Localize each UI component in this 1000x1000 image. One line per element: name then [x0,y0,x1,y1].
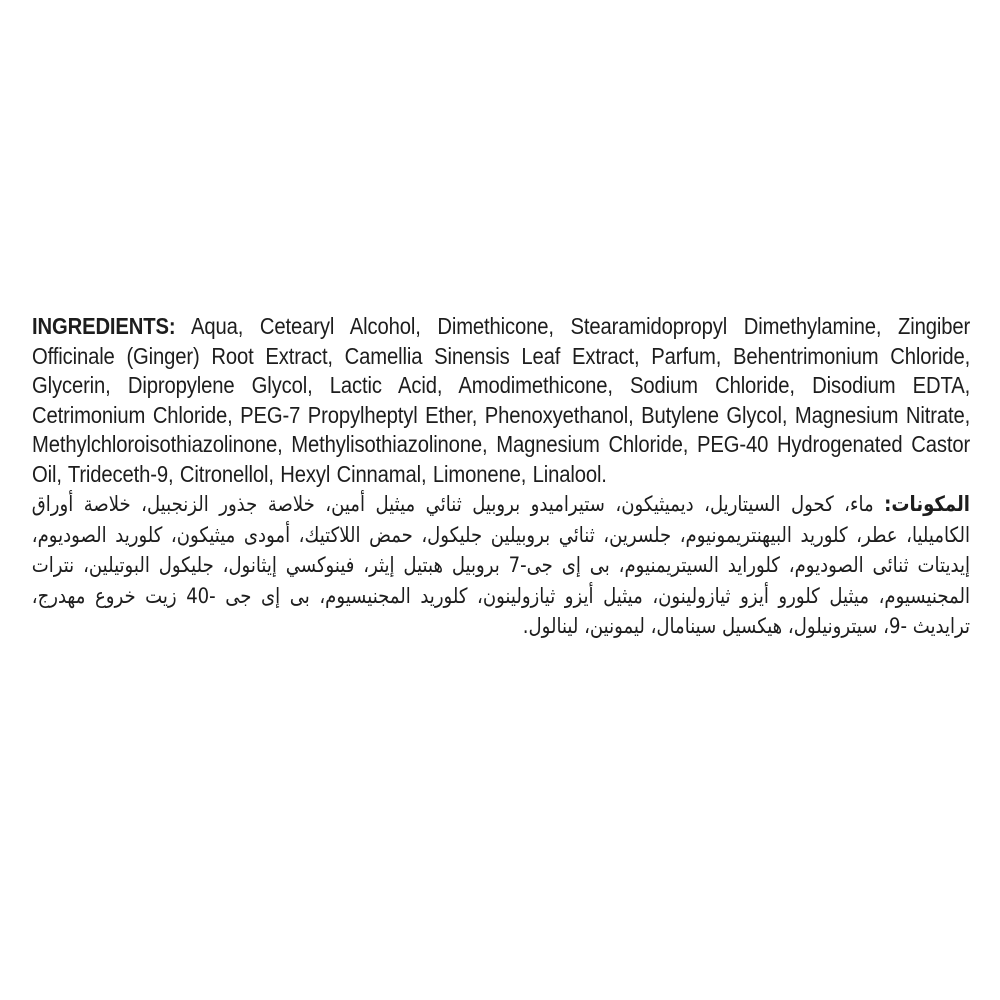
arabic-ingredients [32,489,970,642]
english-ingredients-heading: INGREDIENTS: [32,313,176,339]
ingredients-panel [32,312,970,642]
arabic-ingredients-heading: المكونات: [884,492,970,516]
english-ingredients [32,312,970,489]
arabic-ingredients-text: ماء، كحول السيتاريل، ديميثيكون، ستيراميدو بروبيل ثنائي ميثيل أمين، خلاصة جذور الزنجبيل، خلاصة أوراق الكاميليا، عطر، كلوريد البيهنتريمونيوم، جلسرين، ثنائي بروبيلين جليكول، حمض اللاكتيك، أمودى ميثيكون، كلوريد الصوديوم، إيديتات ثنائى الصوديوم، كلورايد السيتريمنيوم، بى إى جى-7 بروبيل هبتيل إيثر، فينوكسي إيثانول، جليكول البوتيلين، نترات المجنيسيوم، ميثيل كلورو أيزو ثيازولينون، ميثيل أيزو ثيازولينون، كلوريد المجنيسيوم، بى إى جى -40 زيت خروع مهدرج، ترايديث -9، سيترونيلول، هيكسيل سينامال، ليمونين، لينالول. [31,492,970,638]
english-ingredients-text: Aqua, Cetearyl Alcohol, Dimethicone, Stearamidopropyl Dimethylamine, Zingiber Officinale (Ginger) Root Extract, Camellia Sinensis Leaf Extract, Parfum, Behentrimonium Chloride, Glycerin, Dipropylene Glycol, Lactic Acid, Amodimethicone, Sodium Chloride, Disodium EDTA, Cetrimonium Chloride, PEG-7 Propylheptyl Ether, Phenoxyethanol, Butylene Glycol, Magnesium Nitrate, Methylchloroisothiazolinone, Methylisothiazolinone, Magnesium Chloride, PEG-40 Hydrogenated Castor Oil, Trideceth-9, Citronellol, Hexyl Cinnamal, Limonene, Linalool. [32,313,971,487]
